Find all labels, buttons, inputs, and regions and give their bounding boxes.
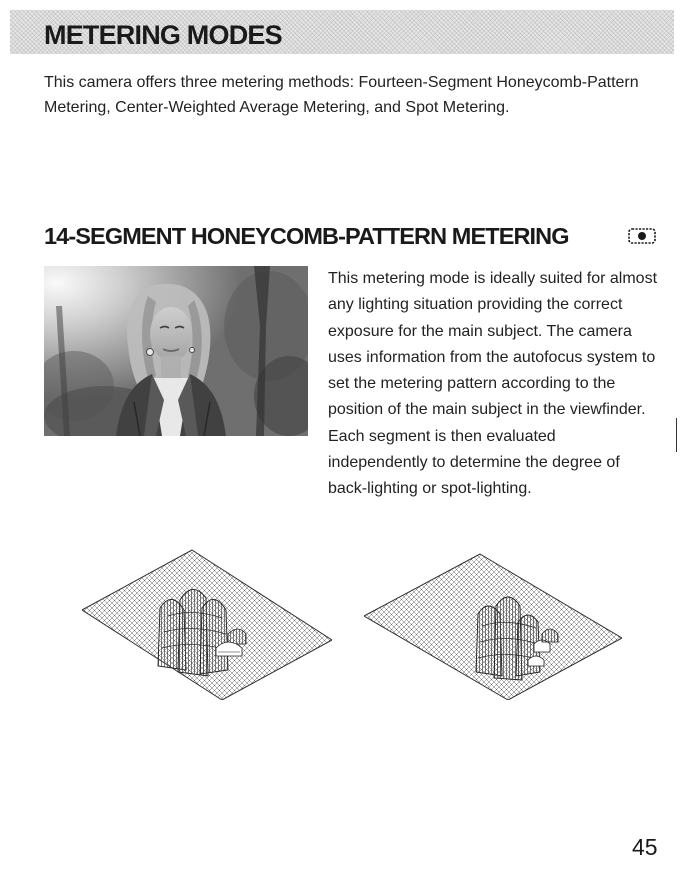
intro-paragraph: This camera offers three metering methods: Fourteen-Segment Honeycomb-Pattern Metering, Center-Weighted Average Metering, and Spot Metering. [44,74,639,116]
margin-rule [676,418,677,452]
woman-portrait-photo [44,266,308,436]
section-body: This metering mode is ideally suited for almost any lighting situation providing the correct exposure for the main subject. The camera uses information from the autofocus system to set the metering pattern according to the position of the main subject in the viewfinder. Each segment is then evaluated independently to determine the degree of back-lighting or spot-lighting. [328,270,658,498]
honeycomb-metering-icon [627,227,657,245]
metering-pattern-diagram-left [82,548,332,700]
metering-pattern-diagram-right [364,552,622,700]
page-number: 45 [632,834,658,860]
section-heading: 14-SEGMENT HONEYCOMB-PATTERN METERING [44,223,569,249]
page-title: METERING MODES [44,20,282,50]
